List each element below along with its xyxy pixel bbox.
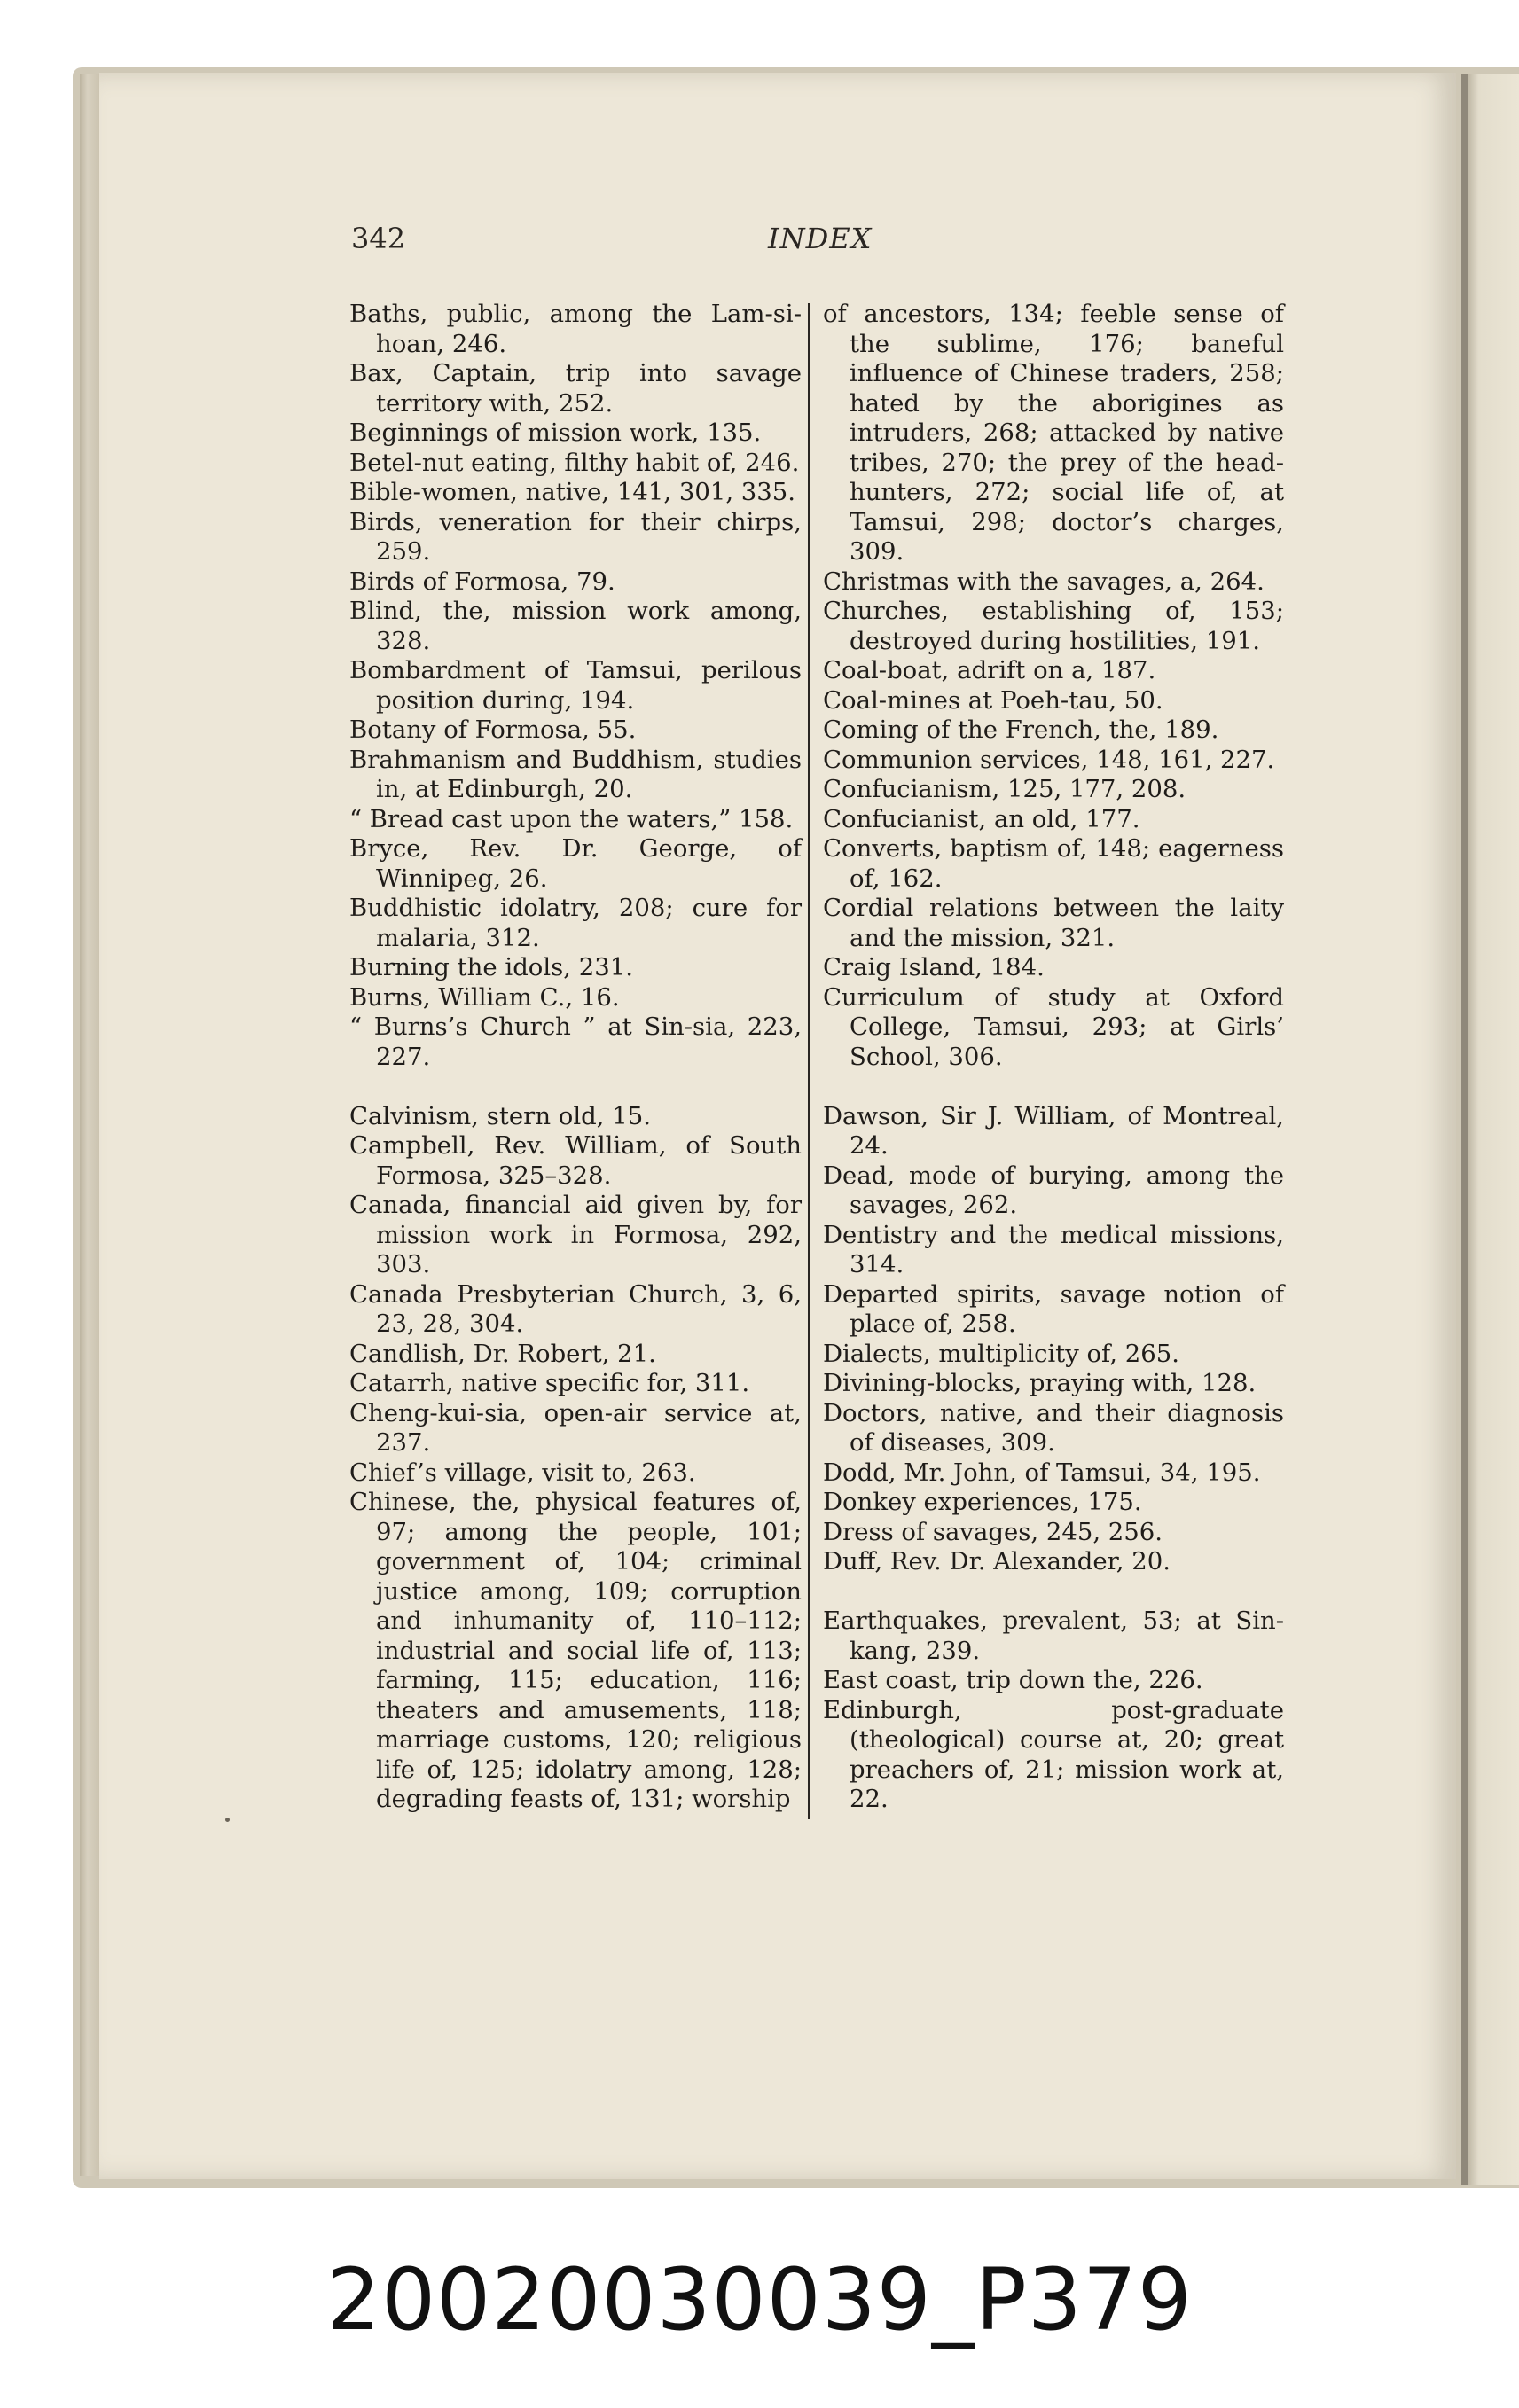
column-divider [808, 303, 810, 1819]
index-entry: Coal-boat, adrift on a, 187. [823, 656, 1156, 684]
index-entry: Departed spirits, savage notion of place of, 258. [823, 1279, 1284, 1338]
paper-speck [225, 1818, 230, 1822]
index-entry: Burns, William C., 16. [349, 982, 620, 1012]
index-entry: Earthquakes, prevalent, 53; at Sin-kang, 239. [823, 1607, 1284, 1665]
index-entry: Duff, Rev. Dr. Alexander, 20. [823, 1547, 1171, 1575]
index-entry: Christmas with the savages, a, 264. [823, 567, 1265, 596]
index-entry: Brahmanism and Buddhism, studies in, at Edinburgh, 20. [349, 745, 802, 803]
page-header [351, 222, 1282, 266]
index-entry: Edinburgh, post-graduate (theological) course at, 20; great preachers of, 21; mission work at, 22. [823, 1695, 1284, 1813]
index-entry: of ancestors, 134; feeble sense of the sublime, 176; baneful influence of Chinese traders, 258; hated by the aborigines as intruders, 268; attacked by native tribes, 270; the prey of the head-hunters, 272; social life of, at Tamsui, 298; doctor’s charges, 309. [823, 300, 1284, 566]
index-entry: Cheng-kui-sia, open-air service at, 237. [349, 1398, 802, 1457]
index-entry: Communion services, 148, 161, 227. [823, 745, 1275, 774]
index-entry: Dead, mode of burying, among the savages, 262. [823, 1161, 1284, 1219]
index-column-left [349, 300, 802, 1815]
index-entry: Buddhistic idolatry, 208; cure for malaria, 312. [349, 894, 802, 952]
facing-page-edge [1461, 74, 1519, 2185]
index-entry: Craig Island, 184. [823, 953, 1045, 981]
index-entry: Betel-nut eating, filthy habit of, 246. [349, 448, 800, 477]
index-entry: Cordial relations between the laity and the mission, 321. [823, 894, 1284, 952]
index-entry: Canada Presbyterian Church, 3, 6, 23, 28, 304. [349, 1279, 802, 1338]
page-edges [80, 74, 99, 2176]
index-entry: Beginnings of mission work, 135. [349, 418, 762, 447]
index-entry: Coal-mines at Poeh-tau, 50. [823, 685, 1163, 715]
index-entry: Botany of Formosa, 55. [349, 715, 637, 744]
index-entry: Catarrh, native specific for, 311. [349, 1369, 750, 1397]
catalog-number: 20020030039_P379 [326, 2250, 1193, 2349]
running-title: INDEX [768, 222, 873, 255]
index-entry: Burning the idols, 231. [349, 953, 633, 981]
index-entry: Confucianist, an old, 177. [823, 804, 1140, 833]
index-entry: Bible-women, native, 141, 301, 335. [349, 478, 796, 506]
index-entry: Canada, financial aid given by, for mission work in Formosa, 292, 303. [349, 1191, 802, 1278]
index-entry: Dawson, Sir J. William, of Montreal, 24. [823, 1101, 1284, 1160]
index-entry: “ Bread cast upon the waters,” 158. [349, 804, 794, 833]
index-entry: Dentistry and the medical missions, 314. [823, 1220, 1284, 1278]
index-entry: Candlish, Dr. Robert, 21. [349, 1339, 656, 1368]
index-entry: Baths, public, among the Lam-si-hoan, 246. [349, 300, 802, 358]
index-entry: Bryce, Rev. Dr. George, of Winnipeg, 26. [349, 834, 802, 893]
index-entry: East coast, trip down the, 226. [823, 1666, 1203, 1694]
index-entry: Calvinism, stern old, 15. [349, 1101, 651, 1130]
index-entry: Dodd, Mr. John, of Tamsui, 34, 195. [823, 1458, 1261, 1487]
index-entry: Chief’s village, visit to, 263. [349, 1458, 696, 1487]
index-entry: Dress of savages, 245, 256. [823, 1517, 1163, 1546]
index-entry: Bax, Captain, trip into savage territory with, 252. [349, 359, 802, 418]
index-entry: Doctors, native, and their diagnosis of diseases, 309. [823, 1398, 1284, 1457]
index-entry: Campbell, Rev. William, of South Formosa, 325–328. [349, 1131, 802, 1190]
index-entry: Chinese, the, physical features of, 97; among the people, 101; government of, 104; criminal justice among, 109; corruption and inhumanity of, 110–112; industrial and social life of, 113; farming, 115; education, 116; theaters and amusements, 118; marriage customs, 120; religious life of, 125; idolatry among, 128; degrading feasts of, 131; worship [349, 1488, 802, 1813]
index-entry: Birds of Formosa, 79. [349, 567, 615, 596]
section-gap [823, 1577, 1284, 1607]
index-entry: Curriculum of study at Oxford College, Tamsui, 293; at Girls’ School, 306. [823, 982, 1284, 1071]
index-entry: Confucianism, 125, 177, 208. [823, 775, 1186, 803]
index-entry: Converts, baptism of, 148; eagerness of, 162. [823, 834, 1284, 893]
index-entry: Birds, veneration for their chirps, 259. [349, 507, 802, 566]
index-entry: Coming of the French, the, 189. [823, 715, 1219, 744]
section-gap [823, 1072, 1284, 1102]
index-entry: “ Burns’s Church ” at Sin-sia, 223, 227. [349, 1012, 802, 1071]
index-entry: Bombardment of Tamsui, perilous position during, 194. [349, 656, 802, 715]
page-number: 342 [351, 222, 406, 255]
section-gap [349, 1072, 802, 1102]
index-entry: Churches, establishing of, 153; destroyed during hostilities, 191. [823, 597, 1284, 655]
index-entry: Divining-blocks, praying with, 128. [823, 1369, 1257, 1397]
index-entry: Dialects, multiplicity of, 265. [823, 1339, 1179, 1368]
index-entry: Donkey experiences, 175. [823, 1488, 1142, 1516]
index-entry: Blind, the, mission work among, 328. [349, 597, 802, 655]
index-column-right [823, 300, 1284, 1815]
